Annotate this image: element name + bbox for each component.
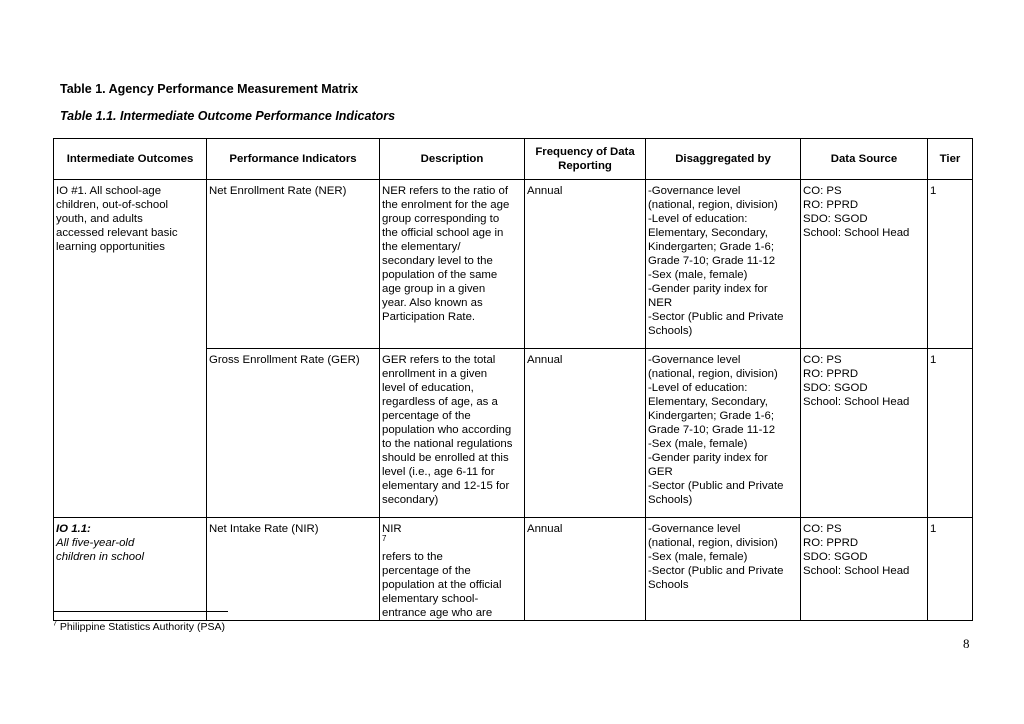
outcome-line: learning opportunities xyxy=(56,241,165,253)
outcome-line: children, out-of-school xyxy=(56,199,169,211)
table-row xyxy=(54,518,973,621)
description-line: percentage of the xyxy=(382,410,471,422)
description-line: to the national regulations xyxy=(382,438,513,450)
disaggregation-line: -Level of education: xyxy=(648,382,748,394)
source-line: CO: PS xyxy=(803,354,842,366)
description-line: secondary level to the xyxy=(382,255,493,267)
disaggregation-ner xyxy=(646,180,801,349)
disaggregation-ger xyxy=(646,349,801,518)
tier-nir: 1 xyxy=(928,518,973,621)
disaggregation-line: -Gender parity index for xyxy=(648,452,768,464)
outcome-line xyxy=(56,522,204,550)
source-line: SDO: SGOD xyxy=(803,382,868,394)
disaggregation-line: (national, region, division) xyxy=(648,199,778,211)
outcome-line: IO #1. All school-age xyxy=(56,185,162,197)
disaggregation-line: -Sector (Public and Private xyxy=(648,565,784,577)
data-source-nir xyxy=(801,518,928,621)
disaggregation-line: -Sector (Public and Private xyxy=(648,311,784,323)
description-line: year. Also known as xyxy=(382,297,483,309)
frequency-nir: Annual xyxy=(525,518,646,621)
disaggregation-nir xyxy=(646,518,801,621)
disaggregation-line: -Governance level xyxy=(648,523,741,535)
header-frequency: Frequency of Data Reporting xyxy=(525,139,646,180)
description-line: elementary and 12-15 for xyxy=(382,480,510,492)
outcome-text: All five-year-old xyxy=(56,537,135,549)
data-source-ner xyxy=(801,180,928,349)
source-line: RO: PPRD xyxy=(803,199,859,211)
disaggregation-line: NER xyxy=(648,297,673,309)
description-line: level (i.e., age 6-11 for xyxy=(382,466,495,478)
description-line: entrance age who are xyxy=(382,607,493,619)
disaggregation-line: Kindergarten; Grade 1-6; xyxy=(648,241,775,253)
source-line: SDO: SGOD xyxy=(803,551,868,563)
source-line: School: School Head xyxy=(803,565,910,577)
disaggregation-line: (national, region, division) xyxy=(648,537,778,549)
disaggregation-line: Schools xyxy=(648,579,689,591)
disaggregation-line: Schools) xyxy=(648,494,693,506)
table-header-row xyxy=(54,139,973,180)
disaggregation-line: -Governance level xyxy=(648,354,741,366)
source-line: RO: PPRD xyxy=(803,537,859,549)
indicator-nir: Net Intake Rate (NIR) xyxy=(207,518,380,621)
frequency-ger: Annual xyxy=(525,349,646,518)
description-line: secondary) xyxy=(382,494,439,506)
table-subtitle: Table 1.1. Intermediate Outcome Performance Indicators xyxy=(60,109,396,123)
disaggregation-line: Grade 7-10; Grade 11-12 xyxy=(648,255,776,267)
source-line: School: School Head xyxy=(803,227,910,239)
footnote-ref: 7 xyxy=(382,534,387,544)
tier-ner: 1 xyxy=(928,180,973,349)
outcome-line: accessed relevant basic xyxy=(56,227,178,239)
header-intermediate-outcomes: Intermediate Outcomes xyxy=(54,139,207,180)
description-line: NER refers to the ratio of xyxy=(382,185,508,197)
outcome-line: youth, and adults xyxy=(56,213,143,225)
page-number: 8 xyxy=(963,636,970,651)
disaggregation-line: -Sex (male, female) xyxy=(648,438,748,450)
description-line: group corresponding to xyxy=(382,213,500,225)
footnote-divider xyxy=(53,611,228,612)
source-line: CO: PS xyxy=(803,523,842,535)
outcome-io1-1 xyxy=(54,518,207,621)
description-ger xyxy=(380,349,525,518)
disaggregation-line: Schools) xyxy=(648,325,693,337)
disaggregation-line: -Governance level xyxy=(648,185,741,197)
description-ner xyxy=(380,180,525,349)
disaggregation-line: -Gender parity index for xyxy=(648,283,768,295)
description-nir xyxy=(380,518,525,621)
source-line: SDO: SGOD xyxy=(803,213,868,225)
description-line: population of the same xyxy=(382,269,498,281)
description-line: regardless of age, as a xyxy=(382,396,498,408)
nir-term: NIR xyxy=(382,523,402,535)
header-disaggregated-by: Disaggregated by xyxy=(646,139,801,180)
tier-ger: 1 xyxy=(928,349,973,518)
disaggregation-line: Kindergarten; Grade 1-6; xyxy=(648,410,775,422)
description-line: level of education, xyxy=(382,382,474,394)
disaggregation-line: -Sex (male, female) xyxy=(648,551,748,563)
disaggregation-line: -Level of education: xyxy=(648,213,748,225)
description-line: Participation Rate. xyxy=(382,311,476,323)
source-line: RO: PPRD xyxy=(803,368,859,380)
header-data-source: Data Source xyxy=(801,139,928,180)
description-line: the enrolment for the age xyxy=(382,199,510,211)
description-line: population at the official xyxy=(382,579,502,591)
description-line xyxy=(382,522,522,564)
indicator-ner: Net Enrollment Rate (NER) xyxy=(207,180,380,349)
outcome-label: IO 1.1: xyxy=(56,523,91,535)
disaggregation-line: (national, region, division) xyxy=(648,368,778,380)
disaggregation-line: Grade 7-10; Grade 11-12 xyxy=(648,424,776,436)
frequency-ner: Annual xyxy=(525,180,646,349)
header-tier: Tier xyxy=(928,139,973,180)
table-title: Table 1. Agency Performance Measurement Matrix xyxy=(60,82,359,96)
disaggregation-line: -Sector (Public and Private xyxy=(648,480,784,492)
indicator-ger: Gross Enrollment Rate (GER) xyxy=(207,349,380,518)
footnote-number: 7 xyxy=(53,620,57,628)
header-performance-indicators: Performance Indicators xyxy=(207,139,380,180)
description-line: enrollment in a given xyxy=(382,368,488,380)
disaggregation-line: GER xyxy=(648,466,673,478)
performance-matrix-table xyxy=(53,138,973,621)
description-line: the elementary/ xyxy=(382,241,461,253)
header-description: Description xyxy=(380,139,525,180)
description-line: age group in a given xyxy=(382,283,486,295)
description-line: percentage of the xyxy=(382,565,471,577)
source-line: School: School Head xyxy=(803,396,910,408)
nir-term-rest: refers to the xyxy=(382,551,443,563)
description-line: elementary school- xyxy=(382,593,479,605)
footnote xyxy=(53,621,225,633)
table-row xyxy=(54,180,973,349)
description-line: the official school age in xyxy=(382,227,504,239)
description-line: should be enrolled at this xyxy=(382,452,509,464)
disaggregation-line: Elementary, Secondary, xyxy=(648,227,768,239)
outcome-line: children in school xyxy=(56,551,145,563)
data-source-ger xyxy=(801,349,928,518)
description-line: GER refers to the total xyxy=(382,354,496,366)
disaggregation-line: Elementary, Secondary, xyxy=(648,396,768,408)
source-line: CO: PS xyxy=(803,185,842,197)
footnote-text: Philippine Statistics Authority (PSA) xyxy=(56,621,225,633)
description-line: population who according xyxy=(382,424,512,436)
disaggregation-line: -Sex (male, female) xyxy=(648,269,748,281)
outcome-io1 xyxy=(54,180,207,518)
